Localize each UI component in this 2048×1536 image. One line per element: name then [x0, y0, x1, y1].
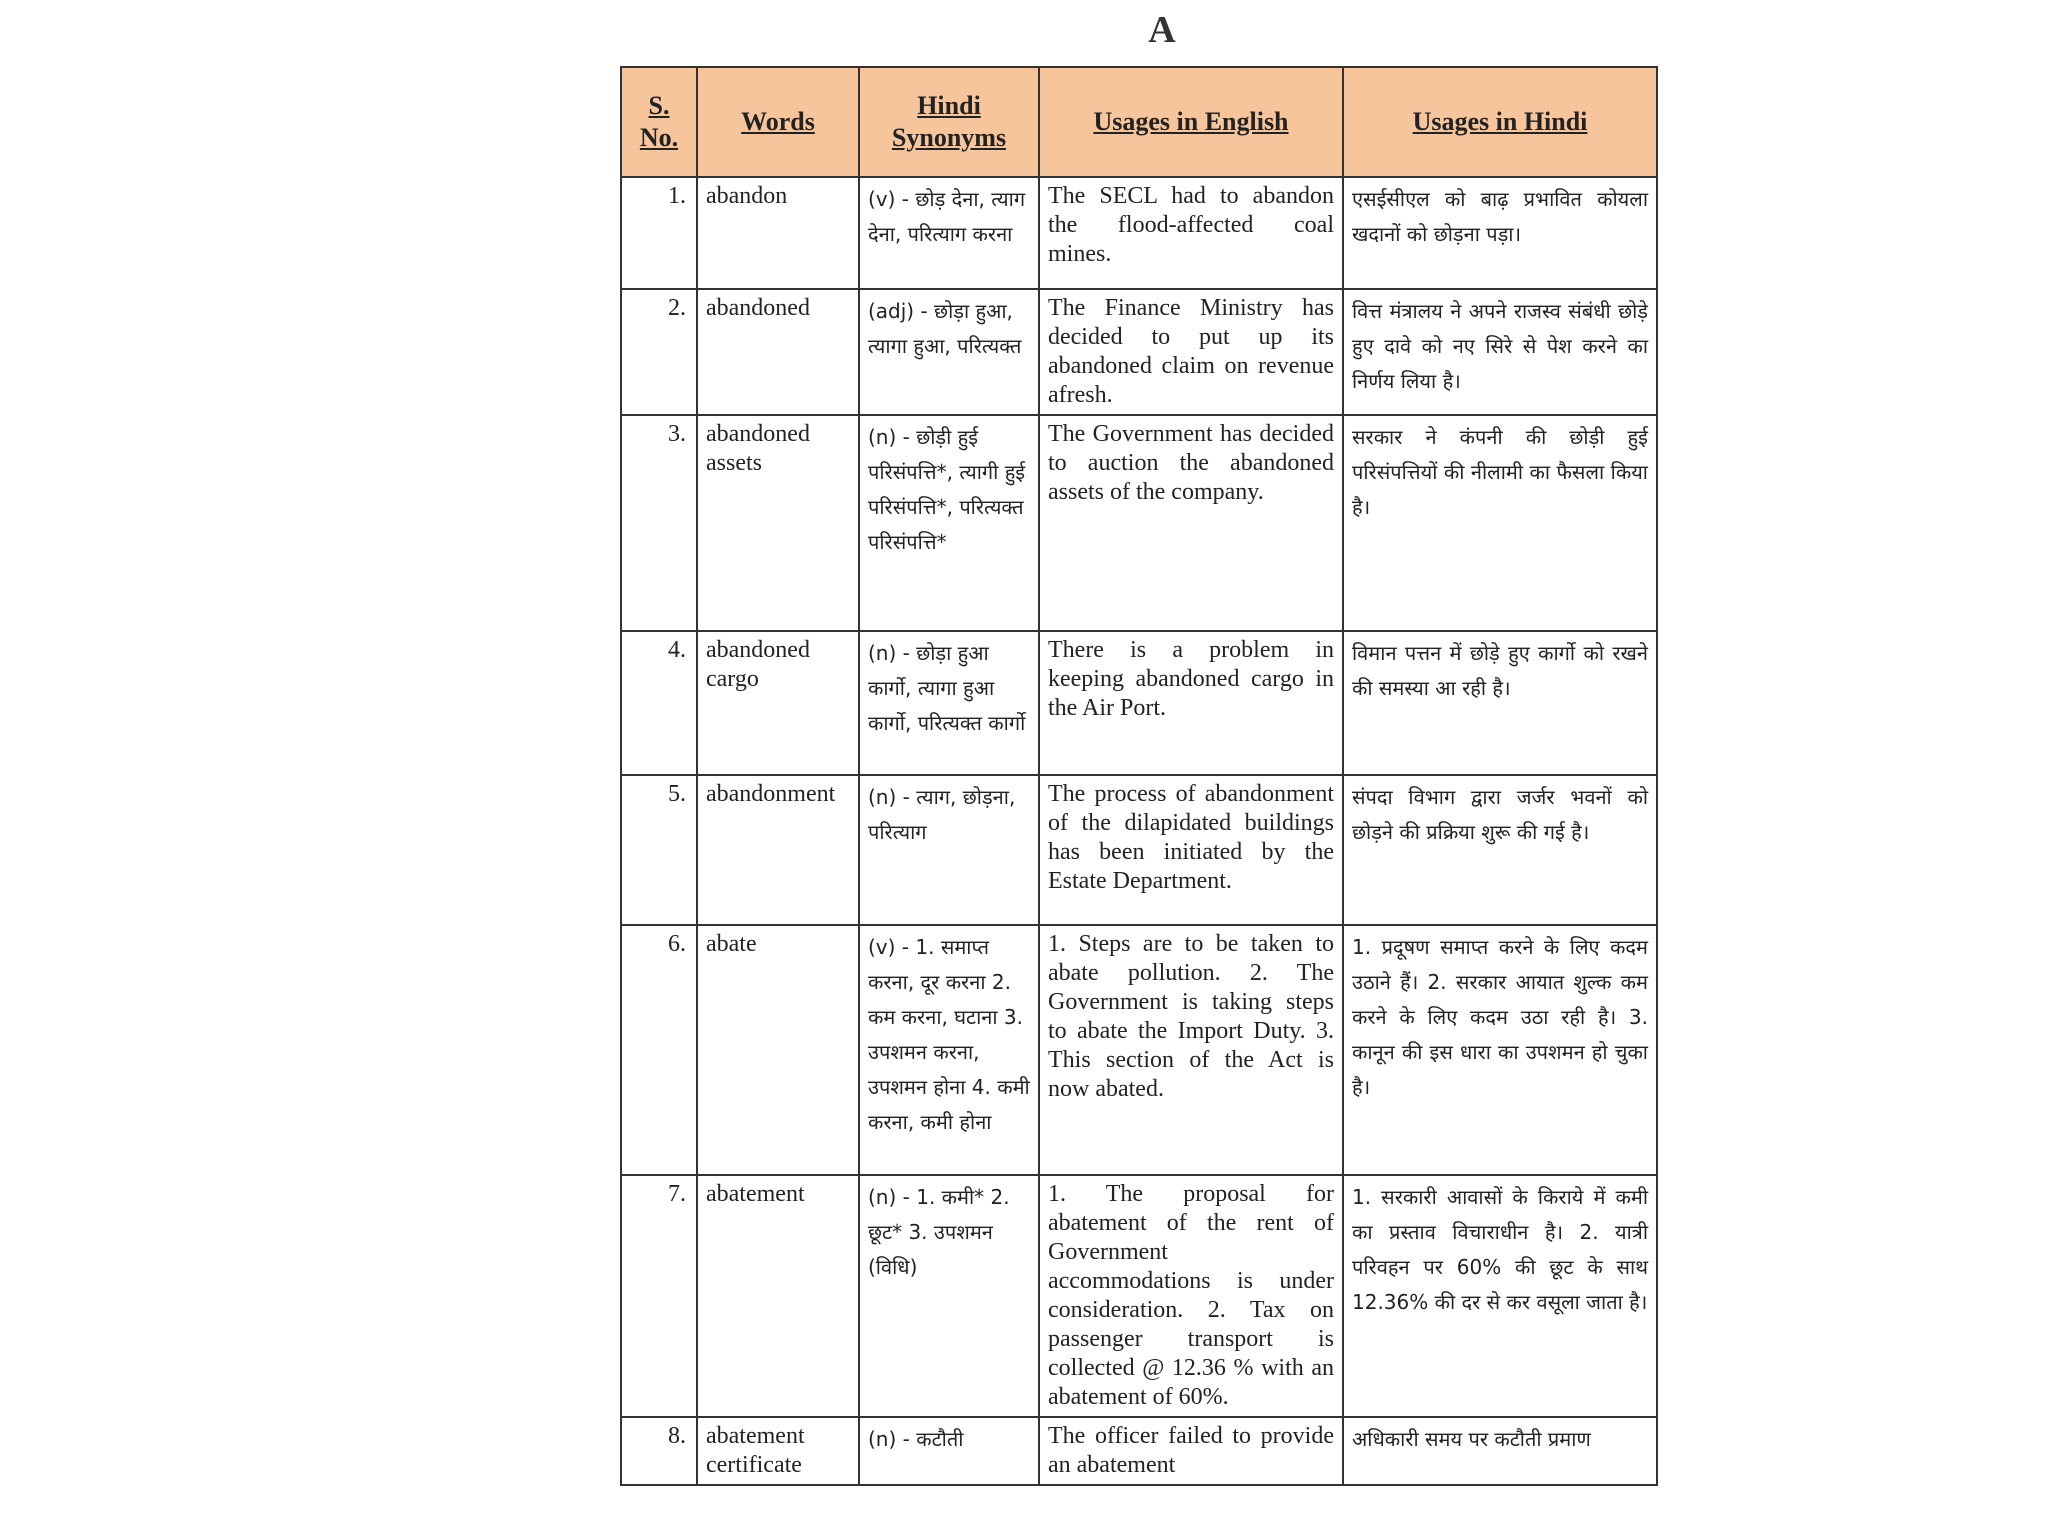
table-header-row — [621, 67, 1657, 177]
row-word: abandoned cargo — [697, 631, 859, 775]
glossary-table — [620, 66, 1658, 1486]
row-usage-english: The Finance Ministry has decided to put up its abandoned claim on revenue afresh. — [1039, 289, 1343, 415]
row-word: abate — [697, 925, 859, 1175]
row-sno: 3. — [621, 415, 697, 631]
row-usage-hindi: एसईसीएल को बाढ़ प्रभावित कोयला खदानों को छोड़ना पड़ा। — [1343, 177, 1657, 289]
row-word: abatement certificate — [697, 1417, 859, 1485]
row-hindi-synonyms: (n) - छोड़ा हुआ कार्गो, त्यागा हुआ कार्गो, परित्यक्त कार्गो — [859, 631, 1039, 775]
row-usage-hindi: 1. सरकारी आवासों के किराये में कमी का प्रस्ताव विचाराधीन है। 2. यात्री परिवहन पर 60% की छूट के साथ 12.36% की दर से कर वसूला जाता है। — [1343, 1175, 1657, 1417]
row-word: abandoned assets — [697, 415, 859, 631]
row-usage-english: There is a problem in keeping abandoned cargo in the Air Port. — [1039, 631, 1343, 775]
table-row — [621, 289, 1657, 415]
row-usage-hindi: विमान पत्तन में छोड़े हुए कार्गो को रखने की समस्या आ रही है। — [1343, 631, 1657, 775]
row-usage-hindi: अधिकारी समय पर कटौती प्रमाण — [1343, 1417, 1657, 1485]
row-word: abatement — [697, 1175, 859, 1417]
row-usage-hindi: 1. प्रदूषण समाप्त करने के लिए कदम उठाने हैं। 2. सरकार आयात शुल्क कम करने के लिए कदम उठा रही है। 3. कानून की इस धारा का उपशमन हो चुका है। — [1343, 925, 1657, 1175]
header-words: Words — [697, 67, 859, 177]
row-usage-english: 1. Steps are to be taken to abate pollution. 2. The Government is taking steps to abate the Import Duty. 3. This section of the Act is now abated. — [1039, 925, 1343, 1175]
row-word: abandon — [697, 177, 859, 289]
table-row — [621, 775, 1657, 925]
row-hindi-synonyms: (n) - त्याग, छोड़ना, परित्याग — [859, 775, 1039, 925]
header-usages-hindi: Usages in Hindi — [1343, 67, 1657, 177]
row-usage-english: The SECL had to abandon the flood-affected coal mines. — [1039, 177, 1343, 289]
page-letter-heading: A — [1148, 9, 1176, 51]
row-sno: 8. — [621, 1417, 697, 1485]
row-word: abandonment — [697, 775, 859, 925]
row-hindi-synonyms: (v) - 1. समाप्त करना, दूर करना 2. कम करना, घटाना 3. उपशमन करना, उपशमन होना 4. कमी करना, कमी होना — [859, 925, 1039, 1175]
row-usage-hindi: सरकार ने कंपनी की छोड़ी हुई परिसंपत्तियों की नीलामी का फैसला किया है। — [1343, 415, 1657, 631]
row-hindi-synonyms: (n) - छोड़ी हुई परिसंपत्ति*, त्यागी हुई परिसंपत्ति*, परित्यक्त परिसंपत्ति* — [859, 415, 1039, 631]
table-row — [621, 925, 1657, 1175]
table-row — [621, 415, 1657, 631]
row-sno: 1. — [621, 177, 697, 289]
row-sno: 7. — [621, 1175, 697, 1417]
row-hindi-synonyms: (n) - 1. कमी* 2. छूट* 3. उपशमन (विधि) — [859, 1175, 1039, 1417]
row-usage-english: The officer failed to provide an abatement — [1039, 1417, 1343, 1485]
row-sno: 6. — [621, 925, 697, 1175]
row-word: abandoned — [697, 289, 859, 415]
row-usage-english: The process of abandonment of the dilapidated buildings has been initiated by the Estate Department. — [1039, 775, 1343, 925]
row-sno: 5. — [621, 775, 697, 925]
row-usage-hindi: वित्त मंत्रालय ने अपने राजस्व संबंधी छोड़े हुए दावे को नए सिरे से पेश करने का निर्णय लिया है। — [1343, 289, 1657, 415]
row-hindi-synonyms: (n) - कटौती — [859, 1417, 1039, 1485]
row-hindi-synonyms: (v) - छोड़ देना, त्याग देना, परित्याग करना — [859, 177, 1039, 289]
row-usage-english: The Government has decided to auction the abandoned assets of the company. — [1039, 415, 1343, 631]
header-usages-english: Usages in English — [1039, 67, 1343, 177]
table-row — [621, 1175, 1657, 1417]
row-sno: 4. — [621, 631, 697, 775]
table-row — [621, 1417, 1657, 1485]
row-usage-english: 1. The proposal for abatement of the rent of Government accommodations is under consideration. 2. Tax on passenger transport is collected @ 12.36 % with an abatement of 60%. — [1039, 1175, 1343, 1417]
header-sno: S. No. — [621, 67, 697, 177]
row-usage-hindi: संपदा विभाग द्वारा जर्जर भवनों को छोड़ने की प्रक्रिया शुरू की गई है। — [1343, 775, 1657, 925]
table-row — [621, 177, 1657, 289]
table-row — [621, 631, 1657, 775]
row-hindi-synonyms: (adj) - छोड़ा हुआ, त्यागा हुआ, परित्यक्त — [859, 289, 1039, 415]
header-hindi-synonyms: Hindi Synonyms — [859, 67, 1039, 177]
row-sno: 2. — [621, 289, 697, 415]
